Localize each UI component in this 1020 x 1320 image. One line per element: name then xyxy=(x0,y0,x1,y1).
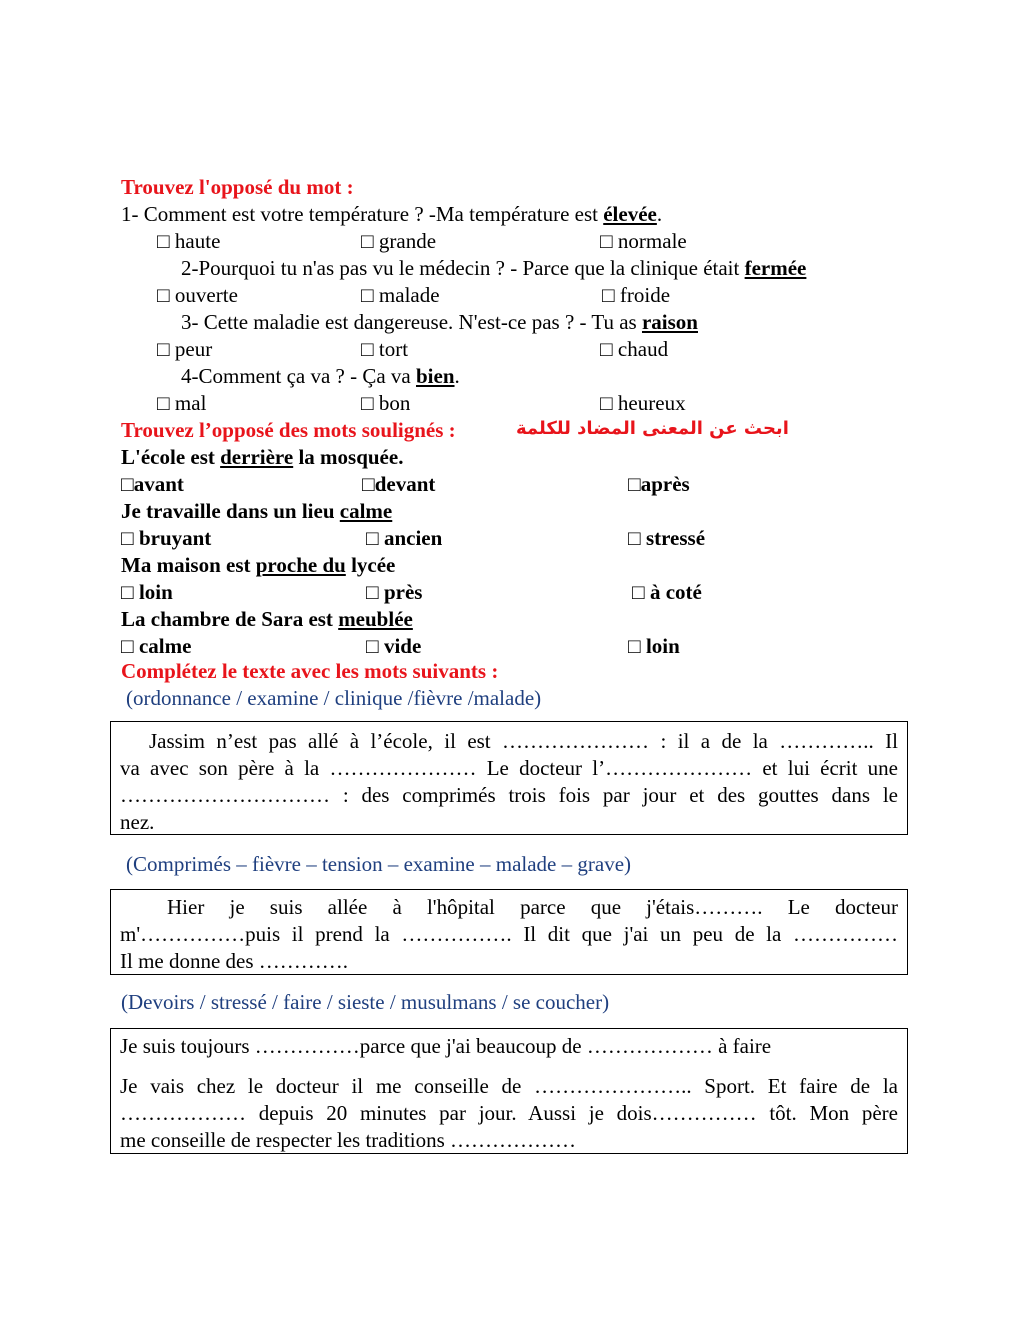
target-word: fermée xyxy=(744,256,807,280)
option-checkbox[interactable]: □après xyxy=(628,472,690,496)
text-line: Je vais chez le docteur il me conseille de ………………….. Sport. Et faire de la xyxy=(120,1074,898,1098)
option-checkbox[interactable]: □ tort xyxy=(361,337,409,361)
word-bank-3: (Devoirs / stressé / faire / sieste / musulmans / se coucher) xyxy=(121,990,610,1014)
question-8: La chambre de Sara est meublée xyxy=(121,607,413,631)
option-checkbox[interactable]: □ vide xyxy=(366,634,422,658)
target-word: proche du xyxy=(255,553,346,577)
target-word: meublée xyxy=(338,607,413,631)
question-1: 1- Comment est votre température ? -Ma température est élevée. xyxy=(121,202,663,226)
question-4: 4-Comment ça va ? - Ça va bien. xyxy=(181,364,460,388)
option-checkbox[interactable]: □ à coté xyxy=(632,580,702,604)
option-checkbox[interactable]: □avant xyxy=(121,472,184,496)
option-checkbox[interactable]: □ ouverte xyxy=(157,283,238,307)
option-checkbox[interactable]: □ mal xyxy=(157,391,207,415)
option-checkbox[interactable]: □ normale xyxy=(600,229,687,253)
option-checkbox[interactable]: □ chaud xyxy=(600,337,669,361)
option-checkbox[interactable]: □ haute xyxy=(157,229,221,253)
option-checkbox[interactable]: □ stressé xyxy=(628,526,706,550)
option-checkbox[interactable]: □ heureux xyxy=(600,391,686,415)
option-checkbox[interactable]: □ loin xyxy=(628,634,680,658)
option-checkbox[interactable]: □ malade xyxy=(361,283,440,307)
option-checkbox[interactable]: □ bon xyxy=(361,391,411,415)
text-line: Je suis toujours ……………parce que j'ai beaucoup de ……………… à faire xyxy=(120,1034,772,1058)
section3-title: Complétez le texte avec les mots suivants : xyxy=(121,659,499,683)
question-5: L'école est derrière la mosquée. xyxy=(121,445,404,469)
section2-title: Trouvez l’opposé des mots soulignés : xyxy=(121,418,456,442)
text-box-3 xyxy=(110,1028,908,1154)
target-word: bien xyxy=(416,364,455,388)
text-box-2 xyxy=(110,889,908,975)
text-line: m'……………puis il prend la ……………. Il dit que j'ai un peu de la …………… xyxy=(120,922,898,946)
option-checkbox[interactable]: □ calme xyxy=(121,634,192,658)
text-line: va avec son père à la ………………… Le docteur l’………………… et lui écrit une xyxy=(120,756,898,780)
question-3: 3- Cette maladie est dangereuse. N'est-ce pas ? - Tu as raison xyxy=(181,310,698,334)
text-line: ………………………… : des comprimés trois fois par jour et des gouttes dans le xyxy=(120,783,898,807)
text-line: Il me donne des …………. xyxy=(120,949,349,973)
section2-title-arabic: ابحث عن المعنى المضاد للكلمة xyxy=(516,418,789,439)
text-line: nez. xyxy=(120,810,155,834)
option-checkbox[interactable]: □ loin xyxy=(121,580,173,604)
question-2: 2-Pourquoi tu n'as pas vu le médecin ? - Parce que la clinique était fermée xyxy=(181,256,807,280)
target-word: derrière xyxy=(220,445,294,469)
option-checkbox[interactable]: □devant xyxy=(362,472,436,496)
option-checkbox[interactable]: □ froide xyxy=(602,283,671,307)
option-checkbox[interactable]: □ bruyant xyxy=(121,526,212,550)
text-line: Jassim n’est pas allé à l’école, il est ………………… : il a de la ………….. Il xyxy=(149,729,898,753)
option-checkbox[interactable]: □ ancien xyxy=(366,526,443,550)
target-word: raison xyxy=(641,310,698,334)
option-checkbox[interactable]: □ peur xyxy=(157,337,213,361)
target-word: calme xyxy=(339,499,393,523)
text-line: Hier je suis allée à l'hôpital parce que j'étais………. Le docteur xyxy=(167,895,898,919)
target-word: élevée xyxy=(603,202,657,226)
section1-title: Trouvez l'opposé du mot : xyxy=(121,175,354,199)
word-bank-2: (Comprimés – fièvre – tension – examine – malade – grave) xyxy=(126,852,632,876)
text-line: ……………… depuis 20 minutes par jour. Aussi je dois…………… tôt. Mon père xyxy=(120,1101,898,1125)
question-6: Je travaille dans un lieu calme xyxy=(121,499,393,523)
text-box-1 xyxy=(110,721,908,835)
text-line: me conseille de respecter les traditions ……………… xyxy=(120,1128,577,1152)
option-checkbox[interactable]: □ grande xyxy=(361,229,437,253)
option-checkbox[interactable]: □ près xyxy=(366,580,423,604)
word-bank-1: (ordonnance / examine / clinique /fièvre /malade) xyxy=(126,686,542,710)
question-7: Ma maison est proche du lycée xyxy=(121,553,396,577)
